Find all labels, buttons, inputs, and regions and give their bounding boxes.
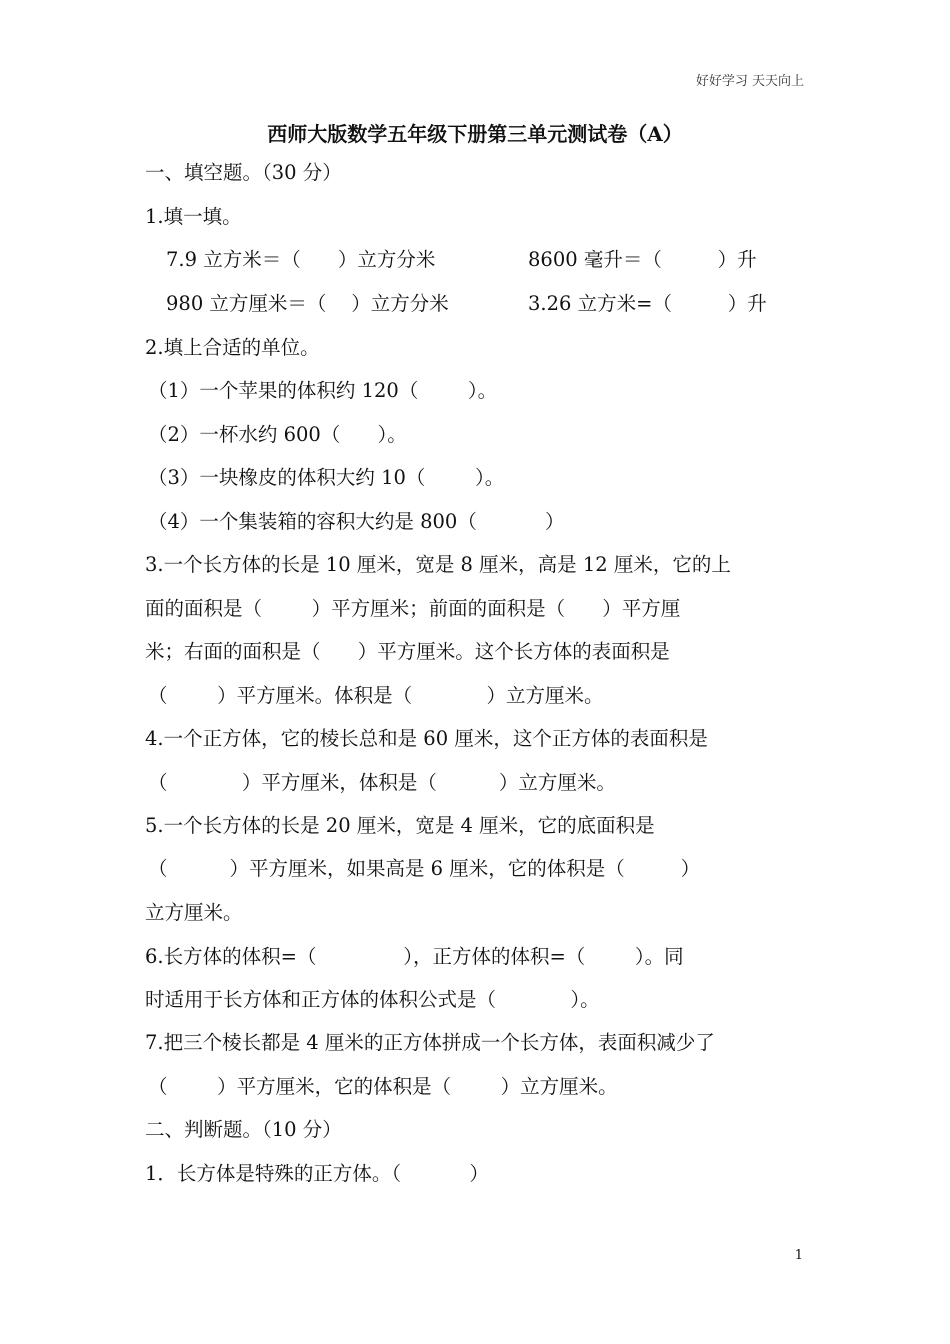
question-5-line-1: 5.一个长方体的长是 20 厘米，宽是 4 厘米，它的底面积是 bbox=[145, 814, 655, 837]
question-4-line-1: 4.一个正方体，它的棱长总和是 60 厘米，这个正方体的表面积是 bbox=[145, 727, 708, 750]
question-2-heading: 2.填上合适的单位。 bbox=[145, 336, 320, 359]
question-2-item-3: （3）一块橡皮的体积大约 10（ ）。 bbox=[148, 466, 505, 489]
question-3-line-3: 米；右面的面积是（ ）平方厘米。这个长方体的表面积是 bbox=[145, 640, 670, 663]
question-3-line-4: （ ）平方厘米。体积是（ ）立方厘米。 bbox=[148, 684, 604, 707]
question-7-line-1: 7.把三个棱长都是 4 厘米的正方体拼成一个长方体，表面积减少了 bbox=[145, 1031, 715, 1054]
question-1-item-c: 980 立方厘米＝（ ）立方分米 bbox=[166, 292, 449, 315]
question-3-line-2: 面的面积是（ ）平方厘米；前面的面积是（ ）平方厘 bbox=[145, 597, 681, 620]
question-2-item-4: （4）一个集装箱的容积大约是 800（ ） bbox=[148, 510, 565, 533]
question-1-heading: 1.填一填。 bbox=[145, 205, 242, 228]
page-title: 西师大版数学五年级下册第三单元测试卷（A） bbox=[267, 122, 683, 146]
question-1-item-a: 7.9 立方米＝（ ）立方分米 bbox=[166, 248, 436, 271]
section-fill-in-heading: 一、填空题。（30 分） bbox=[145, 161, 342, 184]
page-number: 1 bbox=[794, 1248, 803, 1263]
question-5-line-3: 立方厘米。 bbox=[145, 901, 243, 924]
question-6-line-2: 时适用于长方体和正方体的体积公式是（ ）。 bbox=[145, 988, 600, 1011]
question-2-item-2: （2）一杯水约 600（ ）。 bbox=[148, 423, 407, 446]
question-3-line-1: 3.一个长方体的长是 10 厘米，宽是 8 厘米，高是 12 厘米，它的上 bbox=[145, 553, 731, 576]
true-false-question-1: 1．长方体是特殊的正方体。（ ） bbox=[145, 1162, 489, 1185]
question-5-line-2: （ ）平方厘米，如果高是 6 厘米，它的体积是（ ） bbox=[148, 857, 701, 880]
question-4-line-2: （ ）平方厘米，体积是（ ）立方厘米。 bbox=[148, 771, 616, 794]
question-6-line-1: 6.长方体的体积=（ ），正方体的体积=（ ）。同 bbox=[145, 945, 684, 968]
question-2-item-1: （1）一个苹果的体积约 120（ ）。 bbox=[148, 379, 498, 402]
section-true-false-heading: 二、判断题。（10 分） bbox=[145, 1118, 342, 1141]
question-1-item-b: 8600 毫升＝（ ）升 bbox=[528, 248, 757, 271]
question-1-item-d: 3.26 立方米=（ ）升 bbox=[528, 292, 767, 315]
question-7-line-2: （ ）平方厘米，它的体积是（ ）立方厘米。 bbox=[148, 1075, 618, 1098]
header-motto: 好好学习 天天向上 bbox=[695, 74, 804, 89]
